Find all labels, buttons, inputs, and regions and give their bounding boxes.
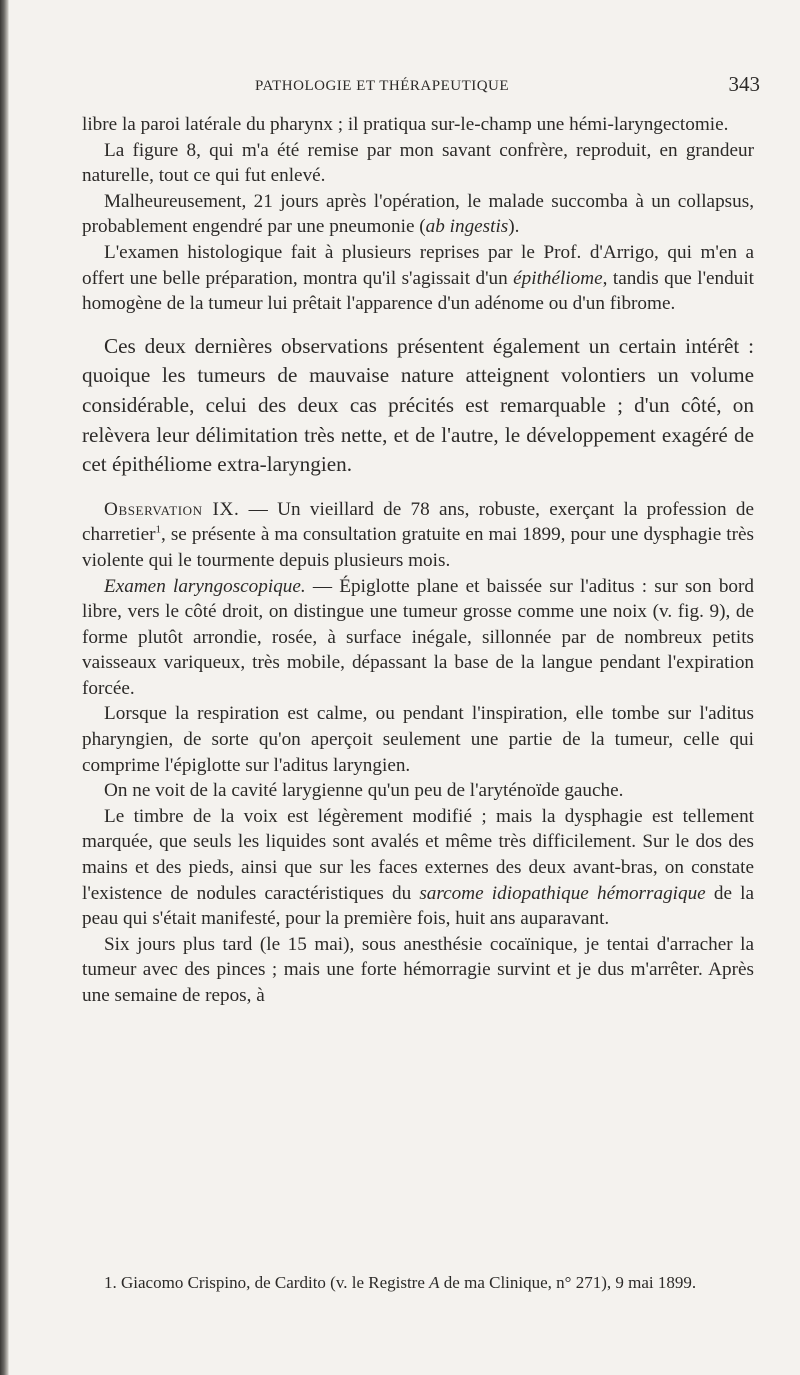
binding-gutter <box>0 0 9 1375</box>
paragraph-commentary <box>82 332 754 480</box>
paragraph-text: libre la paroi latérale du pharynx ; il pratiqua sur-le-champ une hémi-laryngectomie. <box>82 114 729 135</box>
paragraph-laryngoscopic-exam <box>82 574 754 702</box>
paragraph-text: , tandis que l'enduit homogène de la tumeur lui prêtait l'apparence d'un adénome ou d'un fibrome. <box>82 267 754 315</box>
paragraph-text: Lorsque la respiration est calme, ou pendant l'inspiration, elle tombe sur l'aditus pharyngien, de sorte qu'on aperçoit seulement une partie de la tumeur, celle qui comprime l'épiglotte sur l'aditus laryngien. <box>82 703 754 776</box>
italic-heading: Examen laryngoscopique. <box>104 575 306 597</box>
footnote-text: de ma Clinique, n° 271), 9 mai 1899. <box>439 1273 697 1292</box>
page-number: 343 <box>728 72 760 96</box>
italic-phrase: sarcome idiopathique hémorragique <box>419 882 706 904</box>
paragraph-cavity <box>82 778 754 804</box>
paragraph-text: ). <box>508 216 520 238</box>
paragraph-figure-note <box>82 138 754 189</box>
italic-phrase: ab ingestis <box>425 216 509 238</box>
italic-phrase: A <box>429 1273 440 1292</box>
paragraph-text: La figure 8, qui m'a été remise par mon savant confrère, reproduit, en grandeur naturelle, tout ce qui fut enlevé. <box>82 139 754 187</box>
paragraph-text: — Un vieillard de 78 ans, robuste, exerçant la profession de charretier <box>82 498 754 546</box>
paragraph-text: Six jours plus tard (le 15 mai), sous anesthésie cocaïnique, je tentai d'arracher la tumeur avec des pinces ; mais une forte hémorragie survint et je dus m'arrêter. Après une semaine de repos, à <box>82 933 754 1006</box>
footnote <box>82 1272 754 1294</box>
paragraph-surgery <box>82 932 754 1009</box>
footnote-text: Giacomo Crispino, de Cardito (v. le Registre <box>116 1273 430 1292</box>
paragraph-continued <box>82 112 754 138</box>
italic-phrase: épithéliome <box>513 267 603 289</box>
running-title: PATHOLOGIE ET THÉRAPEUTIQUE <box>255 78 510 94</box>
running-head <box>80 72 760 102</box>
paragraph-voice <box>82 804 754 932</box>
paragraph-observation-ix <box>82 497 754 574</box>
paragraph-text: Le timbre de la voix est légèrement modifié ; mais la dysphagie est tellement marquée, que seuls les liquides sont avalés et même très difficilement. Sur le dos des mains et des pieds, ainsi que sur les faces externes des deux avant-bras, on constate l'existence de nodules caractéristiques du <box>82 805 754 904</box>
observation-label: Observation IX. <box>104 498 240 520</box>
paragraph-text: Ces deux dernières observations présentent également un certain intérêt : quoique les tumeurs de mauvaise nature atteignent volontiers un volume considérable, celui des deux cas précités est remarquable ; d'un côté, on relèvera leur délimitation très nette, et de l'autre, le développement exagéré de cet épithéliome extra-laryngien. <box>82 333 754 477</box>
paragraph-respiration <box>82 701 754 778</box>
paragraph-outcome <box>82 189 754 240</box>
paragraph-text: On ne voit de la cavité larygienne qu'un peu de l'aryténoïde gauche. <box>104 780 624 802</box>
paragraph-text: Malheureusement, 21 jours après l'opération, le malade succomba à un collapsus, probablement engendré par une pneumonie ( <box>82 190 754 238</box>
paragraph-text: , se présente à ma consultation gratuite en mai 1899, pour une dysphagie très violente qui le tourmente depuis plusieurs mois. <box>82 524 754 571</box>
paragraph-text: — Épiglotte plane et baissée sur l'aditus : sur son bord libre, vers le côté droit, on distingue une tumeur grosse comme une noix (v. fig. 9), de forme plutôt arrondie, rosée, à surface inégale, sillonnée par de nombreux petits vaisseaux variqueux, très mobile, dépassant la base de la langue pendant l'expiration forcée. <box>82 575 754 699</box>
footnote-reference: 1 <box>155 523 161 536</box>
body-text <box>82 112 754 1009</box>
paragraph-text: L'examen histologique fait à plusieurs reprises par le Prof. d'Arrigo, qui m'en a offert une belle préparation, montra qu'il s'agissait d'un <box>82 241 754 289</box>
paragraph-text: de la peau qui s'était manifesté, pour la première fois, huit ans auparavant. <box>82 882 755 930</box>
footnote-number: 1. <box>104 1273 117 1292</box>
paragraph-histology <box>82 240 754 317</box>
